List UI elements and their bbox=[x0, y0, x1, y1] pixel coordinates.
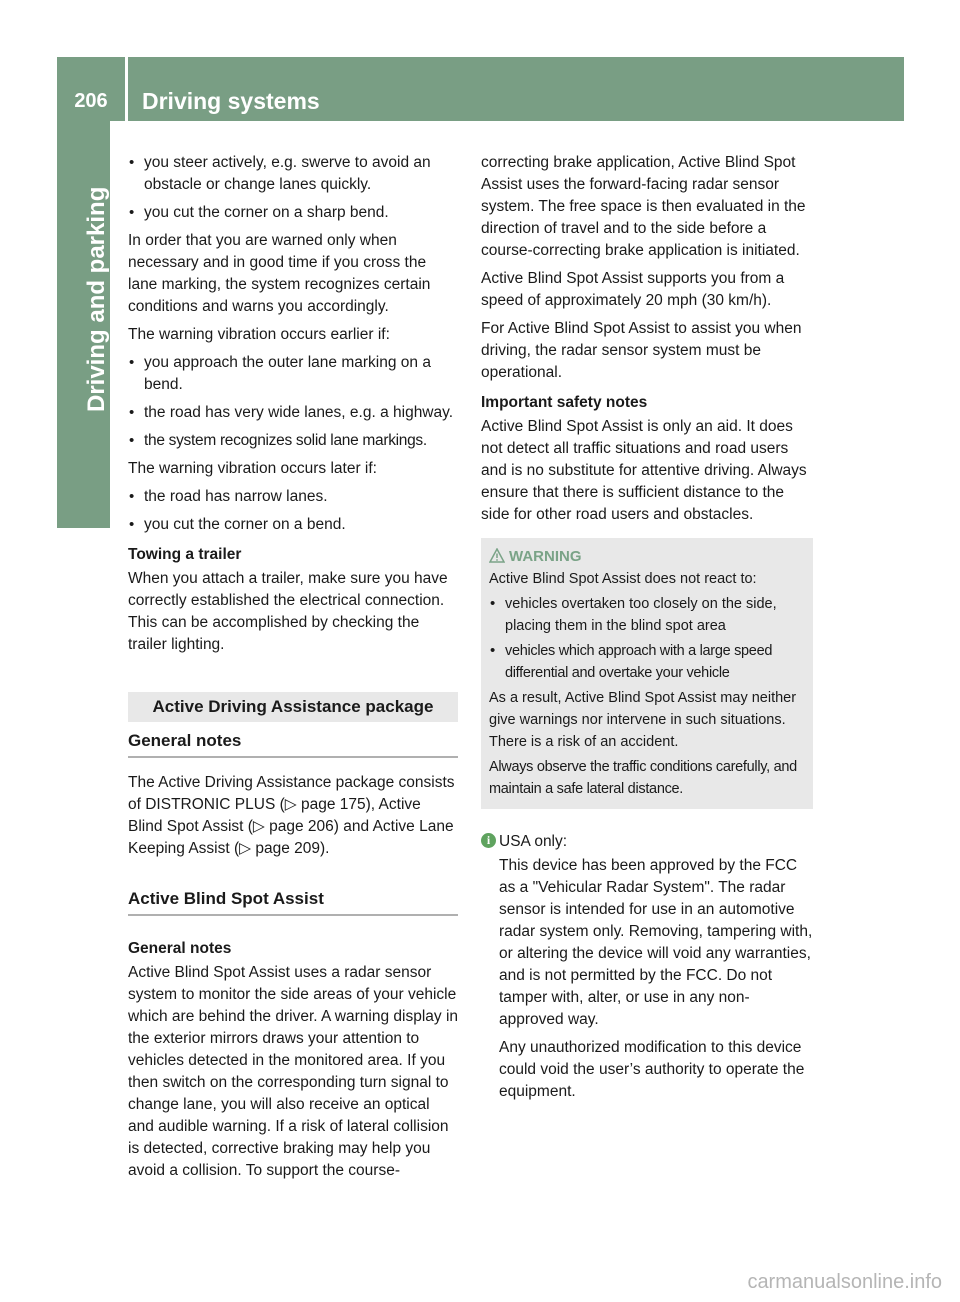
paragraph: The warning vibration occurs earlier if: bbox=[128, 326, 390, 343]
paragraph: Active Blind Spot Assist uses a radar sensor system to monitor the side areas of your vehicle which are behind the driver. A warning display in the exterior mirrors draws your attention to vehicles detected in the monitored area. If you then switch on the corresponding turn signal to change lane, you will also receive an optical and audible warning. If a risk of lateral collision is detected, corrective braking may help you avoid a collision. To support the course- bbox=[128, 964, 459, 1179]
paragraph: correcting brake application, Active Blind Spot Assist uses the forward-facing radar sensor system. The free space is then evaluated in the direction of travel and to the side before a course-correcting brake application is initiated. bbox=[481, 154, 806, 259]
paragraph: This device has been approved by the FCC as a "Vehicular Radar System". The radar sensor is intended for use in an automotive radar system only. Removing, tampering with, or altering the device will void any warranties, and is not permitted by the FCC. Do not tamper with, alter, or use in any non-approved way. bbox=[499, 857, 813, 1028]
warning-title-text: WARNING bbox=[509, 548, 582, 565]
list-item: • you approach the outer lane marking on a bend. bbox=[128, 352, 458, 396]
paragraph: Always observe the traffic conditions carefully, and maintain a safe lateral distance. bbox=[489, 759, 797, 797]
header-separator bbox=[125, 57, 128, 121]
left-column bbox=[128, 152, 458, 1188]
paragraph: Active Blind Spot Assist does not react to: bbox=[489, 571, 757, 587]
watermark: carmanualsonline.info bbox=[747, 1271, 942, 1293]
right-column bbox=[481, 152, 813, 1109]
list-item: • vehicles which approach with a large speed differential and overtake your vehicle bbox=[489, 640, 805, 684]
paragraph: Active Blind Spot Assist supports you from a speed of approximately 20 mph (30 km/h). bbox=[481, 270, 785, 309]
warning-box bbox=[481, 538, 813, 809]
list-item: • you steer actively, e.g. swerve to avoid an obstacle or change lanes quickly. bbox=[128, 152, 458, 196]
paragraph: Active Blind Spot Assist is only an aid. It does not detect all traffic situations and road users and is no substitute for attentive driving. Always ensure that there is sufficient distance to the side for other road users and obstacles. bbox=[481, 418, 807, 523]
page-title: Driving systems bbox=[142, 88, 320, 114]
section-heading-safety: Important safety notes bbox=[481, 394, 648, 411]
warning-title bbox=[489, 546, 805, 568]
list-item: • the road has very wide lanes, e.g. a highway. bbox=[128, 402, 458, 424]
paragraph: Any unauthorized modification to this device could void the user’s authority to operate the equipment. bbox=[499, 1039, 805, 1100]
paragraph: For Active Blind Spot Assist to assist you when driving, the radar sensor system must be operational. bbox=[481, 320, 802, 381]
paragraph: As a result, Active Blind Spot Assist may neither give warnings nor intervene in such situations. There is a risk of an accident. bbox=[489, 690, 797, 750]
list-item: • the system recognizes solid lane markings. bbox=[128, 430, 458, 452]
side-tab-label: Driving and parking bbox=[83, 186, 110, 412]
list-item: • you cut the corner on a sharp bend. bbox=[128, 202, 458, 224]
paragraph: In order that you are warned only when necessary and in good time if you cross the lane marking, the system recognizes certain conditions and warns you accordingly. bbox=[128, 232, 431, 315]
info-icon: i bbox=[481, 833, 496, 848]
warning-triangle-icon bbox=[489, 548, 505, 564]
paragraph: The Active Driving Assistance package consists of DISTRONIC PLUS (▷ page 175), Active Blind Spot Assist (▷ page 206) and Active Lane Keeping Assist (▷ page 209). bbox=[128, 774, 455, 857]
info-note bbox=[481, 831, 813, 1103]
paragraph: The warning vibration occurs later if: bbox=[128, 460, 377, 477]
section-banner: Active Driving Assistance package bbox=[128, 692, 458, 722]
subsection-heading-general-notes: General notes bbox=[128, 940, 232, 957]
page-number: 206 bbox=[74, 90, 108, 112]
section-heading-towing: Towing a trailer bbox=[128, 546, 242, 563]
list-item: • vehicles overtaken too closely on the side, placing them in the blind spot area bbox=[489, 593, 805, 637]
section-heading-general-notes: General notes bbox=[128, 730, 458, 758]
list-item: • you cut the corner on a bend. bbox=[128, 514, 458, 536]
list-item: • the road has narrow lanes. bbox=[128, 486, 458, 508]
section-heading-active-blind-spot-assist: Active Blind Spot Assist bbox=[128, 888, 458, 916]
paragraph: When you attach a trailer, make sure you have correctly established the electrical connection. This can be accomplished by checking the trailer lighting. bbox=[128, 570, 448, 653]
info-title: USA only: bbox=[499, 833, 568, 850]
